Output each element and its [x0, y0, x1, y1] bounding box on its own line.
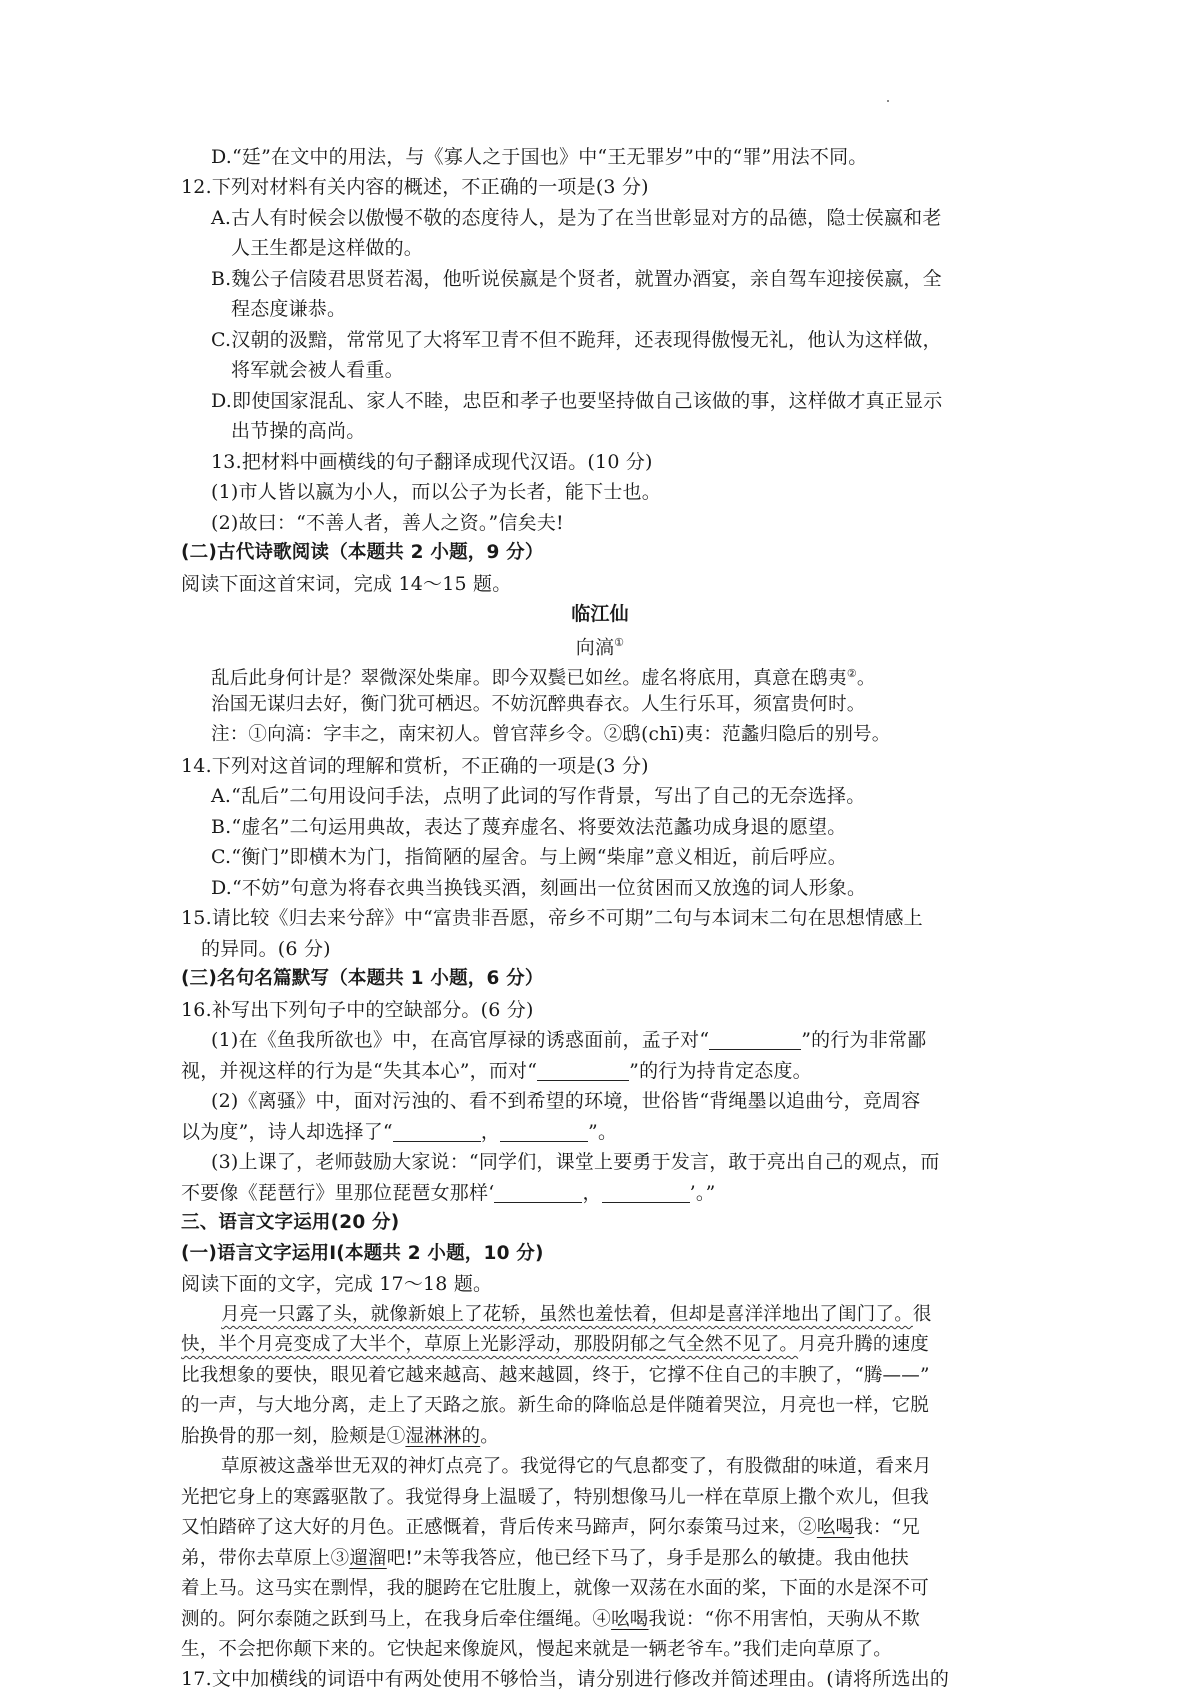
passage-line-4: 的一声，与大地分离，走上了天路之旅。新生命的降临总是伴随着哭泣，月亮也一样，它脱 — [181, 1395, 930, 1416]
option-12d-cont: 出节操的高尚。 — [231, 420, 366, 442]
poem-title: 临江仙 — [571, 603, 629, 625]
passage-line-10: 着上马。这马实在剽悍，我的腿跨在它肚腹上，就像一双荡在水面的桨，下面的水是深不可 — [181, 1578, 930, 1599]
poem-author-line — [0, 628, 1200, 662]
option-12c-cont: 将军就会被人看重。 — [231, 359, 404, 381]
underlined-word-1: 湿淋淋的 — [405, 1426, 481, 1447]
option-12c: C.汉朝的汲黯，常常见了大将军卫青不但不跪拜，还表现得傲慢无礼，他认为这样做， — [211, 329, 942, 351]
passage-line-3: 比我想象的要快，眼见着它越来越高、越来越圆，终于，它撑不住自己的丰腴了，“腾——” — [181, 1365, 930, 1386]
question-16-item2-cont — [181, 1117, 617, 1147]
question-13-item1: (1)市人皆以嬴为小人，而以公子为长者，能下士也。 — [211, 481, 661, 503]
question-16-item1 — [211, 1025, 926, 1055]
wavy-underlined-text: 快，半个月亮变成了大半个，草原上光影浮动，那股阴郁之气全然不见了。 — [181, 1334, 799, 1355]
option-12a: A.古人有时候会以傲慢不敬的态度待人，是为了在当世彰显对方的品德，隐士侯嬴和老 — [211, 207, 942, 229]
section-heading-language: 三、语言文字运用(20 分) — [181, 1212, 400, 1233]
passage-text: 很 — [912, 1304, 932, 1325]
option-11d: D.“廷”在文中的用法，与《寡人之于国也》中“王无罪岁”中的“罪”用法不同。 — [211, 146, 868, 168]
passage-text: 又怕踏碎了这大好的月色。正感慨着，背后传来马蹄声，阿尔泰策马过来，② — [181, 1517, 817, 1538]
question-16: 16.补写出下列句子中的空缺部分。(6 分) — [181, 999, 534, 1021]
q16-3-comma: ， — [582, 1182, 602, 1204]
q16-1-text-b: ”的行为非常鄙 — [801, 1029, 927, 1051]
wavy-underlined-text: 月亮一只露了头，就像新娘上了花轿，虽然也羞怯着，但却是喜洋洋地出了闺门了。 — [221, 1304, 913, 1325]
poem-line-2: 治国无谋归去好，衡门犹可栖迟。不妨沉醉典春衣。人生行乐耳，须富贵何时。 — [211, 694, 866, 715]
poem-notes: 注：①向滈：字丰之，南宋初人。曾官萍乡令。②鸱(chī)夷：范蠡归隐后的别号。 — [211, 724, 891, 745]
section-heading-language-1: (一)语言文字运用Ⅰ(本题共 2 小题，10 分) — [181, 1243, 544, 1264]
question-12: 12.下列对材料有关内容的概述，不正确的一项是(3 分) — [181, 176, 649, 198]
passage-line-5 — [181, 1422, 499, 1452]
question-13-item2: (2)故曰：“不善人者，善人之资。”信矣夫! — [211, 512, 564, 534]
option-12b: B.魏公子信陵君思贤若渴，他听说侯嬴是个贤者，就置办酒宴，亲自驾车迎接侯嬴，全 — [211, 268, 942, 290]
answer-blank[interactable] — [537, 1060, 629, 1081]
answer-blank[interactable] — [500, 1121, 588, 1142]
question-15-cont: 的异同。(6 分) — [201, 938, 331, 960]
passage-text: 吧!”未等我答应，他已经下马了，身手是那么的敏捷。我由他扶 — [386, 1548, 909, 1569]
passage-text: 胎换骨的那一刻，脸颊是① — [181, 1426, 406, 1447]
option-12b-cont: 程态度谦恭。 — [231, 298, 347, 320]
passage-line-8 — [181, 1513, 920, 1543]
passage-text: 月亮升腾的速度 — [798, 1334, 930, 1355]
passage-line-6: 草原被这盏举世无双的神灯点亮了。我觉得它的气息都变了，有股微甜的味道，看来月 — [221, 1456, 932, 1477]
answer-blank[interactable] — [494, 1182, 582, 1203]
passage-line-7: 光把它身上的寒露驱散了。我觉得身上温暖了，特别想像马儿一样在草原上撒个欢儿，但我 — [181, 1487, 930, 1508]
underlined-word-3: 遛溜 — [349, 1548, 387, 1569]
passage-text: 我：“兄 — [854, 1517, 920, 1538]
q16-3-text-d: ’。” — [689, 1182, 716, 1204]
question-14: 14.下列对这首词的理解和赏析，不正确的一项是(3 分) — [181, 755, 649, 777]
passage-line-2 — [181, 1330, 929, 1360]
note-mark-2: ② — [846, 667, 857, 680]
question-16-item2: (2)《离骚》中，面对污浊的、看不到希望的环境，世俗皆“背绳墨以追曲兮，竞周容 — [211, 1090, 921, 1112]
question-16-item3: (3)上课了，老师鼓励大家说：“同学们，课堂上要勇于发言，敢于亮出自己的观点，而 — [211, 1151, 940, 1173]
question-16-item1-cont — [181, 1056, 812, 1086]
answer-blank[interactable] — [709, 1029, 801, 1050]
scan-speck — [887, 100, 889, 102]
poem-line-1-end: 。 — [856, 668, 876, 690]
underlined-word-4: 吆喝 — [611, 1609, 649, 1630]
passage-text: 测的。阿尔泰随之跃到马上，在我身后牵住缰绳。④ — [181, 1609, 612, 1630]
passage-line-12: 生，不会把你颠下来的。它快起来像旋风，慢起来就是一辆老爷车。”我们走向草原了。 — [181, 1639, 893, 1660]
passage-line-9 — [181, 1544, 909, 1574]
passage-text: 弟，带你去草原上③ — [181, 1548, 350, 1569]
option-12a-cont: 人王生都是这样做的。 — [231, 237, 424, 259]
option-14c: C.“衡门”即横木为门，指简陋的屋舍。与上阙“柴扉”意义相近，前后呼应。 — [211, 846, 847, 868]
answer-blank[interactable] — [393, 1121, 481, 1142]
answer-blank[interactable] — [602, 1182, 690, 1203]
reading-instruction: 阅读下面的文字，完成 17～18 题。 — [181, 1273, 493, 1295]
poetry-instruction: 阅读下面这首宋词，完成 14～15 题。 — [181, 573, 512, 595]
q16-2-comma: ， — [480, 1121, 501, 1143]
question-16-item3-cont — [181, 1178, 716, 1208]
poem-author: 向滈 — [575, 636, 615, 659]
passage-line-1 — [221, 1300, 932, 1330]
option-14a: A.“乱后”二句用设问手法，点明了此词的写作背景，写出了自己的无奈选择。 — [211, 785, 866, 807]
q16-1-text-a: (1)在《鱼我所欲也》中，在高官厚禄的诱惑面前，孟子对“ — [211, 1029, 710, 1051]
poem-line-1 — [211, 659, 876, 694]
q16-2-text-d: ”。 — [588, 1121, 618, 1143]
section-heading-poetry: (二)古代诗歌阅读（本题共 2 小题，9 分） — [181, 542, 544, 563]
passage-text: 我说：“你不用害怕，天驹从不欺 — [648, 1609, 920, 1630]
poem-line-1-text: 乱后此身何计是？翠微深处柴扉。即今双鬓已如丝。虚名将底用，真意在鸱夷 — [211, 668, 847, 690]
option-12d: D.即使国家混乱、家人不睦，忠臣和孝子也要坚持做自己该做的事，这样做才真正显示 — [211, 390, 943, 412]
option-14d: D.“不妨”句意为将春衣典当换钱买酒，刻画出一位贫困而又放逸的词人形象。 — [211, 877, 867, 899]
q16-1-text-d: ”的行为持肯定态度。 — [629, 1060, 812, 1082]
passage-line-11 — [181, 1605, 920, 1635]
question-15: 15.请比较《归去来兮辞》中“富贵非吾愿，帝乡不可期”二句与本词末二句在思想情感上 — [181, 907, 923, 929]
note-mark-1: ① — [614, 636, 625, 649]
option-14b: B.“虚名”二句运用典故，表达了蔑弃虚名、将要效法范蠡功成身退的愿望。 — [211, 816, 847, 838]
question-17: 17.文中加横线的词语中有两处使用不够恰当，请分别进行修改并简述理由。(请将所选出的 — [181, 1668, 950, 1690]
q16-2-text-b: 以为度”，诗人却选择了“ — [181, 1121, 393, 1143]
q16-1-text-c: 视，并视这样的行为是“失其本心”，而对“ — [181, 1060, 538, 1082]
section-heading-recitation: (三)名句名篇默写（本题共 1 小题，6 分） — [181, 968, 544, 989]
question-13: 13.把材料中画横线的句子翻译成现代汉语。(10 分) — [211, 451, 653, 473]
q16-3-text-b: 不要像《琵琶行》里那位琵琶女那样‘ — [181, 1182, 495, 1204]
underlined-word-2: 吆喝 — [816, 1517, 855, 1538]
passage-text: 。 — [480, 1426, 499, 1447]
